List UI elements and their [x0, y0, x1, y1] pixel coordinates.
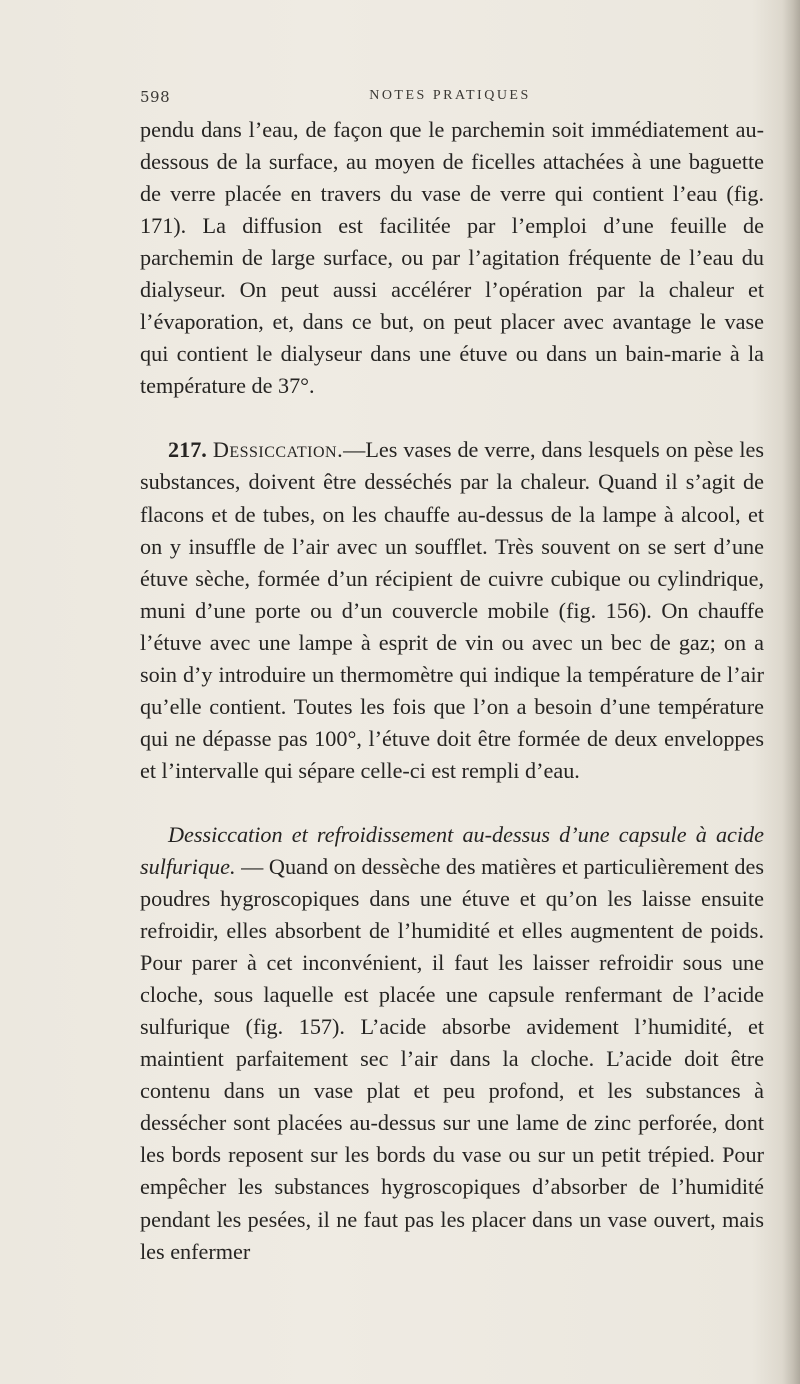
running-title: NOTES PRATIQUES	[369, 88, 531, 103]
body-text	[140, 114, 764, 1268]
subsection-heading: Dessiccation et refroidissement au-dessus d’une capsule à acide sulfurique.	[140, 821, 764, 879]
page-edge-shadow	[782, 0, 800, 1384]
page-header	[140, 88, 760, 112]
paragraph-section-217	[140, 434, 764, 787]
paragraph-subsection	[140, 819, 764, 1268]
section-number: 217.	[168, 437, 207, 463]
subsection-text: — Quand on dessèche des matières et particulièrement des poudres hygroscopiques dans une étuve et qu’on les laisse ensuite refroidir, elles absorbent de l’humidité et elles augmentent de poids. Pour parer à cet inconvénient, il faut les laisser refroidir sous une cloche, sous laquelle est placée une capsule renfermant de l’acide sulfurique (fig. 157). L’acide absorbe avidement l’humidité, et maintient parfaitement sec l’air dans la cloche. L’acide doit être contenu dans un vase plat et peu profond, et les substances à dessécher sont placées au-dessus sur une lame de zinc perforée, dont les bords reposent sur les bords du vase ou sur un petit trépied. Pour empêcher les substances hygroscopiques d’absorber de l’humidité pendant les pesées, il ne faut pas les placer dans un vase ouvert, mais les enfermer	[140, 853, 764, 1264]
section-text: —Les vases de verre, dans lesquels on pèse les substances, doivent être desséchés par la chaleur. Quand il s’agit de flacons et de tubes, on les chauffe au-dessus de la lampe à alcool, et on y insuffle de l’air avec un soufflet. Très souvent on se sert d’une étuve sèche, formée d’un récipient de cuivre cubique ou cylindrique, muni d’une porte ou d’un couvercle mobile (fig. 156). On chauffe l’étuve avec une lampe à esprit de vin ou avec un bec de gaz; on a soin d’y introduire un thermomètre qui indique la température de l’air qu’elle contient. Toutes les fois que l’on a besoin d’une température qui ne dépasse pas 100°, l’étuve doit être formée de deux enveloppes et l’intervalle qui sépare celle-ci est rempli d’eau.	[140, 437, 764, 783]
paragraph-continuation: pendu dans l’eau, de façon que le parchemin soit immédiatement au-dessous de la surface, au moyen de ficelles attachées à une baguette de verre placée en travers du vase de verre qui contient l’eau (fig. 171). La diffusion est facilitée par l’emploi d’une feuille de parchemin de large surface, ou par l’agitation fréquente de l’eau du dialyseur. On peut aussi accélérer l’opération par la chaleur et l’évaporation, et, dans ce but, on peut placer avec avantage le vase qui contient le dialyseur dans une étuve ou dans un bain-marie à la température de 37°.	[140, 117, 764, 399]
section-title: Dessiccation.	[212, 437, 344, 463]
page-number: 598	[140, 88, 171, 106]
